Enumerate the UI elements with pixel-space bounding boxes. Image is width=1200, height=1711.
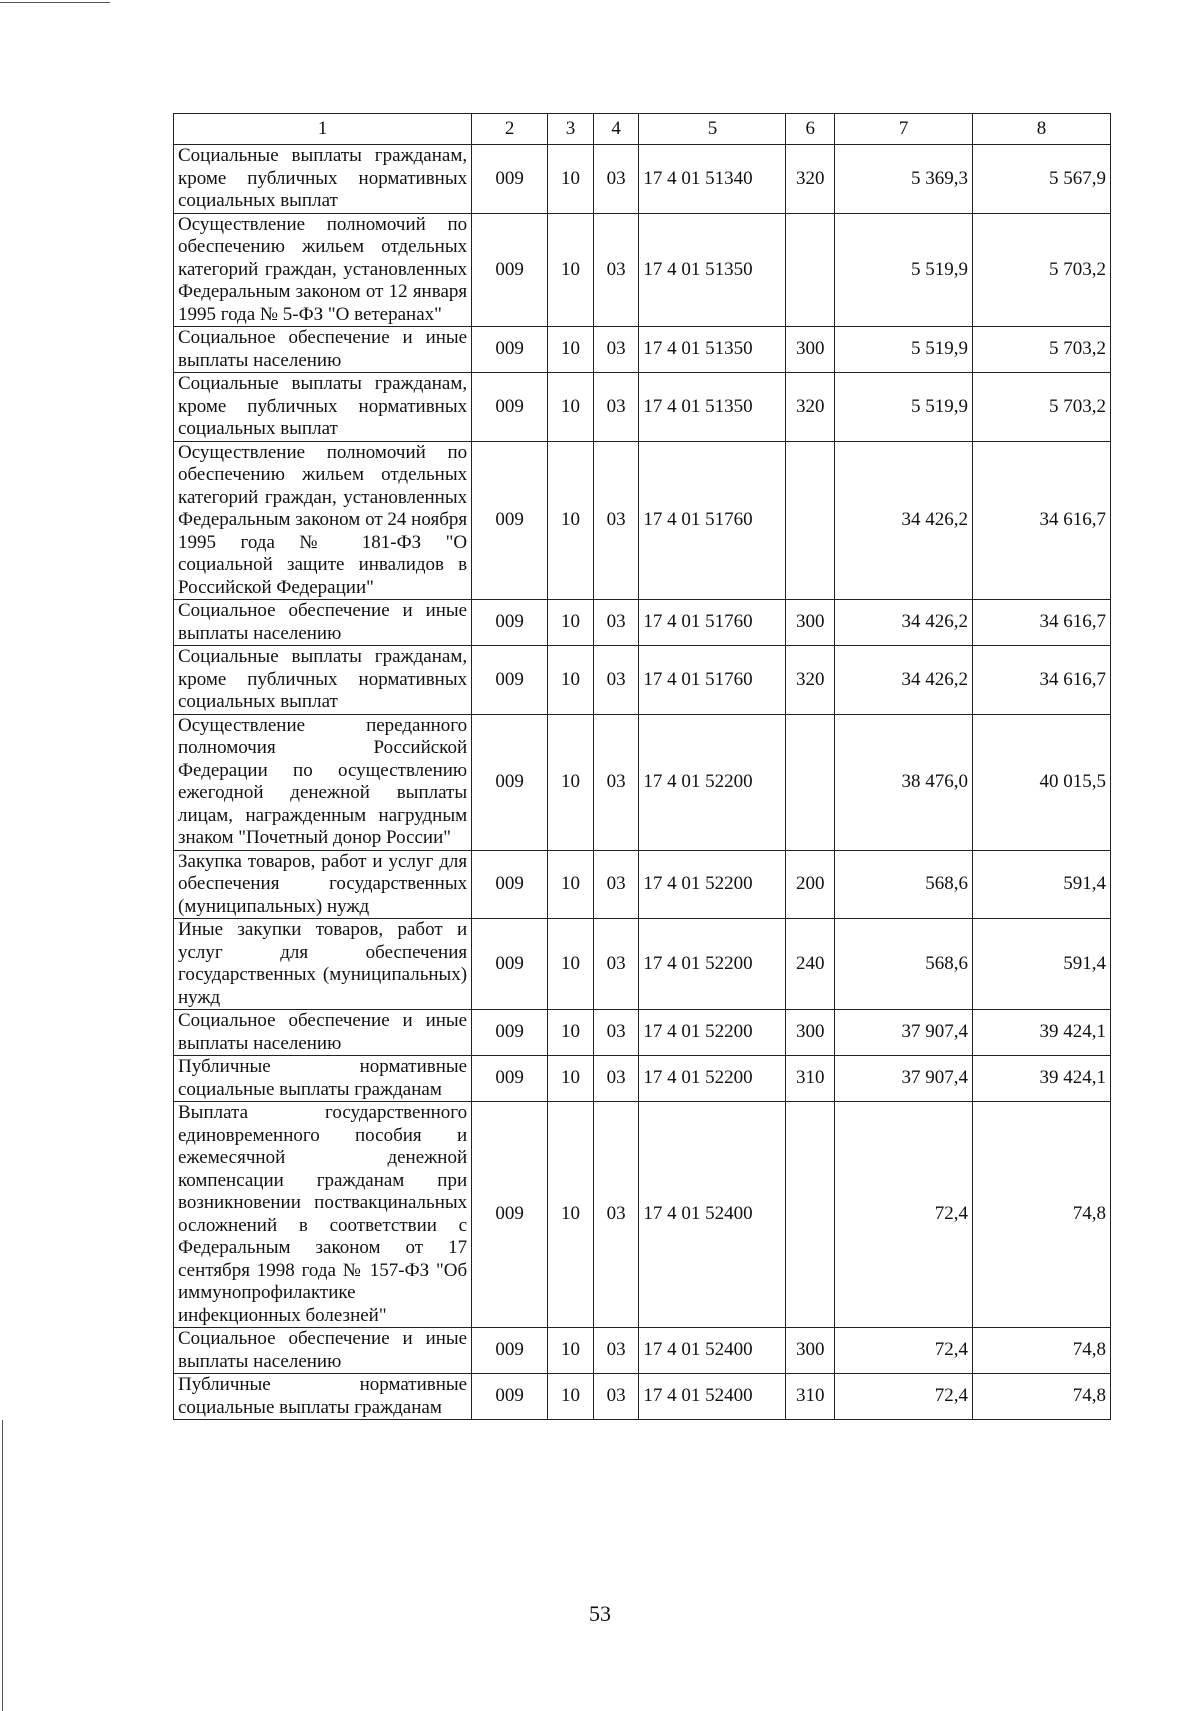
amount-year2-cell: 5 567,9 [973, 145, 1111, 214]
expense-type-cell: 310 [786, 1056, 835, 1102]
ministry-code-cell: 009 [472, 441, 548, 600]
target-article-cell: 17 4 01 52200 [639, 714, 786, 850]
amount-year1-cell: 34 426,2 [835, 441, 973, 600]
target-article-cell: 17 4 01 51760 [639, 646, 786, 715]
ministry-code-cell: 009 [472, 600, 548, 646]
row-name-cell: Социальное обеспечение и иные выплаты населению [174, 600, 472, 646]
expense-type-cell: 200 [786, 850, 835, 919]
target-article-cell: 17 4 01 52400 [639, 1328, 786, 1374]
expense-type-cell: 320 [786, 373, 835, 442]
amount-year2-cell: 74,8 [973, 1328, 1111, 1374]
amount-year2-cell: 5 703,2 [973, 373, 1111, 442]
table-row [174, 145, 1111, 214]
subsection-code-cell: 03 [593, 327, 639, 373]
table-body [174, 145, 1111, 1420]
ministry-code-cell: 009 [472, 850, 548, 919]
amount-year2-cell: 5 703,2 [973, 327, 1111, 373]
section-code-cell: 10 [548, 145, 594, 214]
target-article-cell: 17 4 01 51340 [639, 145, 786, 214]
subsection-code-cell: 03 [593, 373, 639, 442]
row-name-cell: Иные закупки товаров, работ и услуг для обеспечения государственных (муниципальных) нужд [174, 919, 472, 1010]
section-code-cell: 10 [548, 600, 594, 646]
table-row [174, 373, 1111, 442]
section-code-cell: 10 [548, 373, 594, 442]
amount-year1-cell: 38 476,0 [835, 714, 973, 850]
target-article-cell: 17 4 01 51350 [639, 373, 786, 442]
amount-year1-cell: 34 426,2 [835, 600, 973, 646]
scan-edge-line-top [0, 2, 110, 3]
table-row [174, 1010, 1111, 1056]
amount-year1-cell: 5 519,9 [835, 373, 973, 442]
budget-table [173, 113, 1111, 1420]
subsection-code-cell: 03 [593, 1010, 639, 1056]
amount-year1-cell: 5 519,9 [835, 327, 973, 373]
table-header [174, 114, 1111, 145]
expense-type-cell [786, 213, 835, 327]
amount-year1-cell: 72,4 [835, 1102, 973, 1328]
expense-type-cell: 240 [786, 919, 835, 1010]
subsection-code-cell: 03 [593, 1374, 639, 1420]
subsection-code-cell: 03 [593, 1056, 639, 1102]
section-code-cell: 10 [548, 850, 594, 919]
amount-year1-cell: 37 907,4 [835, 1056, 973, 1102]
row-name-cell: Социальное обеспечение и иные выплаты населению [174, 1328, 472, 1374]
header-col-8: 8 [973, 114, 1111, 145]
table-row [174, 919, 1111, 1010]
target-article-cell: 17 4 01 51760 [639, 441, 786, 600]
ministry-code-cell: 009 [472, 919, 548, 1010]
ministry-code-cell: 009 [472, 714, 548, 850]
section-code-cell: 10 [548, 1374, 594, 1420]
row-name-cell: Закупка товаров, работ и услуг для обеспечения государственных (муниципальных) нужд [174, 850, 472, 919]
amount-year1-cell: 34 426,2 [835, 646, 973, 715]
ministry-code-cell: 009 [472, 145, 548, 214]
ministry-code-cell: 009 [472, 1010, 548, 1056]
amount-year1-cell: 5 369,3 [835, 145, 973, 214]
table-row [174, 714, 1111, 850]
subsection-code-cell: 03 [593, 1328, 639, 1374]
target-article-cell: 17 4 01 52400 [639, 1374, 786, 1420]
section-code-cell: 10 [548, 714, 594, 850]
subsection-code-cell: 03 [593, 145, 639, 214]
table-row [174, 1056, 1111, 1102]
table-row [174, 213, 1111, 327]
table-row [174, 600, 1111, 646]
row-name-cell: Социальные выплаты гражданам, кроме публичных нормативных социальных выплат [174, 646, 472, 715]
table-row [174, 646, 1111, 715]
scan-edge-line-left [2, 1420, 3, 1711]
target-article-cell: 17 4 01 52200 [639, 1010, 786, 1056]
amount-year2-cell: 34 616,7 [973, 646, 1111, 715]
expense-type-cell [786, 1102, 835, 1328]
table-row [174, 850, 1111, 919]
row-name-cell: Социальные выплаты гражданам, кроме публичных нормативных социальных выплат [174, 145, 472, 214]
expense-type-cell: 310 [786, 1374, 835, 1420]
header-col-4: 4 [593, 114, 639, 145]
expense-type-cell: 300 [786, 600, 835, 646]
amount-year1-cell: 72,4 [835, 1328, 973, 1374]
target-article-cell: 17 4 01 51760 [639, 600, 786, 646]
header-col-1: 1 [174, 114, 472, 145]
header-row [174, 114, 1111, 145]
amount-year2-cell: 39 424,1 [973, 1056, 1111, 1102]
table-row [174, 327, 1111, 373]
ministry-code-cell: 009 [472, 327, 548, 373]
amount-year1-cell: 568,6 [835, 919, 973, 1010]
amount-year1-cell: 37 907,4 [835, 1010, 973, 1056]
header-col-7: 7 [835, 114, 973, 145]
amount-year2-cell: 74,8 [973, 1374, 1111, 1420]
amount-year2-cell: 591,4 [973, 850, 1111, 919]
section-code-cell: 10 [548, 441, 594, 600]
amount-year2-cell: 591,4 [973, 919, 1111, 1010]
header-col-3: 3 [548, 114, 594, 145]
section-code-cell: 10 [548, 1328, 594, 1374]
subsection-code-cell: 03 [593, 714, 639, 850]
ministry-code-cell: 009 [472, 1374, 548, 1420]
amount-year2-cell: 5 703,2 [973, 213, 1111, 327]
amount-year1-cell: 72,4 [835, 1374, 973, 1420]
expense-type-cell: 300 [786, 327, 835, 373]
subsection-code-cell: 03 [593, 600, 639, 646]
target-article-cell: 17 4 01 51350 [639, 213, 786, 327]
subsection-code-cell: 03 [593, 919, 639, 1010]
section-code-cell: 10 [548, 1010, 594, 1056]
ministry-code-cell: 009 [472, 213, 548, 327]
target-article-cell: 17 4 01 52400 [639, 1102, 786, 1328]
table-row [174, 1102, 1111, 1328]
ministry-code-cell: 009 [472, 646, 548, 715]
row-name-cell: Публичные нормативные социальные выплаты гражданам [174, 1056, 472, 1102]
page-number: 53 [589, 1601, 611, 1626]
subsection-code-cell: 03 [593, 213, 639, 327]
header-col-2: 2 [472, 114, 548, 145]
amount-year2-cell: 39 424,1 [973, 1010, 1111, 1056]
ministry-code-cell: 009 [472, 1328, 548, 1374]
expense-type-cell: 300 [786, 1328, 835, 1374]
expense-type-cell: 320 [786, 145, 835, 214]
amount-year2-cell: 34 616,7 [973, 600, 1111, 646]
row-name-cell: Публичные нормативные социальные выплаты гражданам [174, 1374, 472, 1420]
section-code-cell: 10 [548, 327, 594, 373]
expense-type-cell [786, 441, 835, 600]
row-name-cell: Осуществление полномочий по обеспечению жильем отдельных категорий граждан, установленных Федеральным законом от 24 ноября 1995 года № 181-ФЗ "О социальной защите инвалидов в Российской Федерации" [174, 441, 472, 600]
table-row [174, 1328, 1111, 1374]
target-article-cell: 17 4 01 52200 [639, 1056, 786, 1102]
section-code-cell: 10 [548, 646, 594, 715]
subsection-code-cell: 03 [593, 646, 639, 715]
header-col-5: 5 [639, 114, 786, 145]
amount-year1-cell: 568,6 [835, 850, 973, 919]
amount-year1-cell: 5 519,9 [835, 213, 973, 327]
target-article-cell: 17 4 01 52200 [639, 919, 786, 1010]
row-name-cell: Социальные выплаты гражданам, кроме публичных нормативных социальных выплат [174, 373, 472, 442]
subsection-code-cell: 03 [593, 441, 639, 600]
target-article-cell: 17 4 01 51350 [639, 327, 786, 373]
subsection-code-cell: 03 [593, 1102, 639, 1328]
expense-type-cell: 300 [786, 1010, 835, 1056]
target-article-cell: 17 4 01 52200 [639, 850, 786, 919]
header-col-6: 6 [786, 114, 835, 145]
table-row [174, 441, 1111, 600]
section-code-cell: 10 [548, 1102, 594, 1328]
expense-type-cell [786, 714, 835, 850]
row-name-cell: Осуществление переданного полномочия Российской Федерации по осуществлению ежегодной денежной выплаты лицам, награжденным нагрудным знаком "Почетный донор России" [174, 714, 472, 850]
amount-year2-cell: 74,8 [973, 1102, 1111, 1328]
expense-type-cell: 320 [786, 646, 835, 715]
row-name-cell: Выплата государственного единовременного пособия и ежемесячной денежной компенсации гражданам при возникновении поствакцинальных осложнений в соответствии с Федеральным законом от 17 сентября 1998 года № 157-ФЗ "Об иммунопрофилактике инфекционных болезней" [174, 1102, 472, 1328]
row-name-cell: Осуществление полномочий по обеспечению жильем отдельных категорий граждан, установленных Федеральным законом от 12 января 1995 года № 5-ФЗ "О ветеранах" [174, 213, 472, 327]
row-name-cell: Социальное обеспечение и иные выплаты населению [174, 1010, 472, 1056]
amount-year2-cell: 34 616,7 [973, 441, 1111, 600]
table-row [174, 1374, 1111, 1420]
section-code-cell: 10 [548, 213, 594, 327]
section-code-cell: 10 [548, 1056, 594, 1102]
subsection-code-cell: 03 [593, 850, 639, 919]
row-name-cell: Социальное обеспечение и иные выплаты населению [174, 327, 472, 373]
section-code-cell: 10 [548, 919, 594, 1010]
ministry-code-cell: 009 [472, 373, 548, 442]
ministry-code-cell: 009 [472, 1102, 548, 1328]
amount-year2-cell: 40 015,5 [973, 714, 1111, 850]
ministry-code-cell: 009 [472, 1056, 548, 1102]
